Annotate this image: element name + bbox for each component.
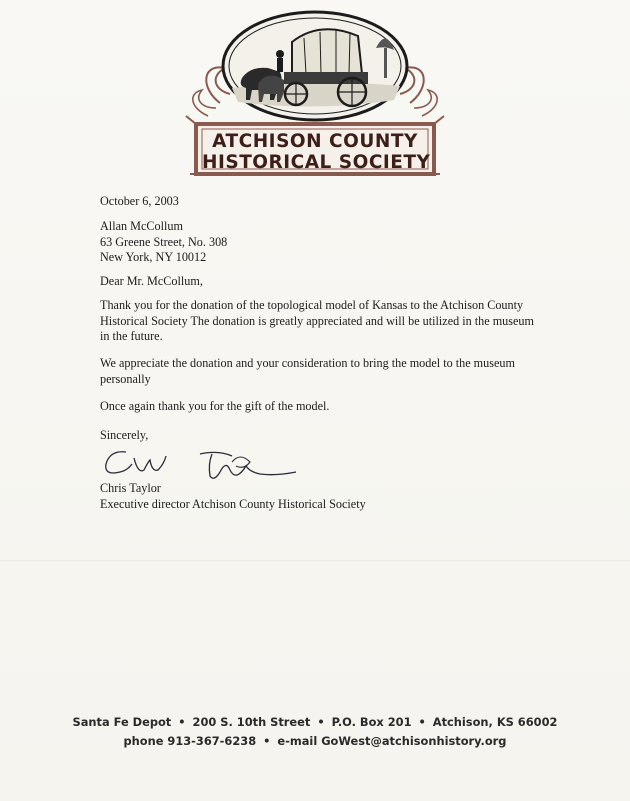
paragraph-3: Once again thank you for the gift of the model. (100, 399, 330, 413)
paragraph-1-line: in the future. (100, 329, 163, 344)
letterhead (180, 8, 450, 180)
footer-email: e-mail GoWest@atchisonhistory.org (277, 734, 507, 748)
footer-address (0, 715, 630, 729)
recipient-street: 63 Greene Street, No. 308 (100, 234, 228, 249)
footer-po-box: P.O. Box 201 (331, 715, 412, 729)
society-name-line1: ATCHISON COUNTY (212, 131, 418, 152)
signer-block (100, 481, 366, 512)
closing: Sincerely, (100, 428, 149, 442)
paragraph-1 (100, 298, 534, 345)
footer-separator: • (317, 715, 325, 729)
footer-separator: • (178, 715, 186, 729)
paragraph-1-line: Thank you for the donation of the topological model of Kansas to the Atchison County (100, 298, 524, 312)
footer-street: 200 S. 10th Street (192, 715, 311, 729)
recipient-name: Allan McCollum (100, 219, 183, 233)
footer-phone: phone 913-367-6238 (123, 734, 257, 748)
paragraph-2 (100, 356, 515, 387)
recipient-address (100, 219, 227, 266)
signer-name: Chris Taylor (100, 481, 161, 495)
paragraph-1-line: Historical Society The donation is greatly appreciated and will be utilized in the museum (100, 313, 535, 328)
society-name-line2: HISTORICAL SOCIETY (202, 152, 431, 173)
salutation: Dear Mr. McCollum, (100, 274, 203, 288)
footer-location: Santa Fe Depot (72, 715, 172, 729)
footer-separator: • (263, 734, 271, 748)
signer-title: Executive director Atchison County Historical Society (100, 496, 366, 511)
paragraph-2-line: We appreciate the donation and your consideration to bring the model to the museum (100, 356, 515, 370)
footer-separator: • (418, 715, 426, 729)
letter-date: October 6, 2003 (100, 194, 179, 208)
paragraph-2-line: personally (100, 371, 151, 386)
footer-city: Atchison, KS 66002 (432, 715, 558, 729)
recipient-city: New York, NY 10012 (100, 250, 207, 265)
paper-fold (0, 560, 630, 561)
footer-contact (0, 734, 630, 748)
